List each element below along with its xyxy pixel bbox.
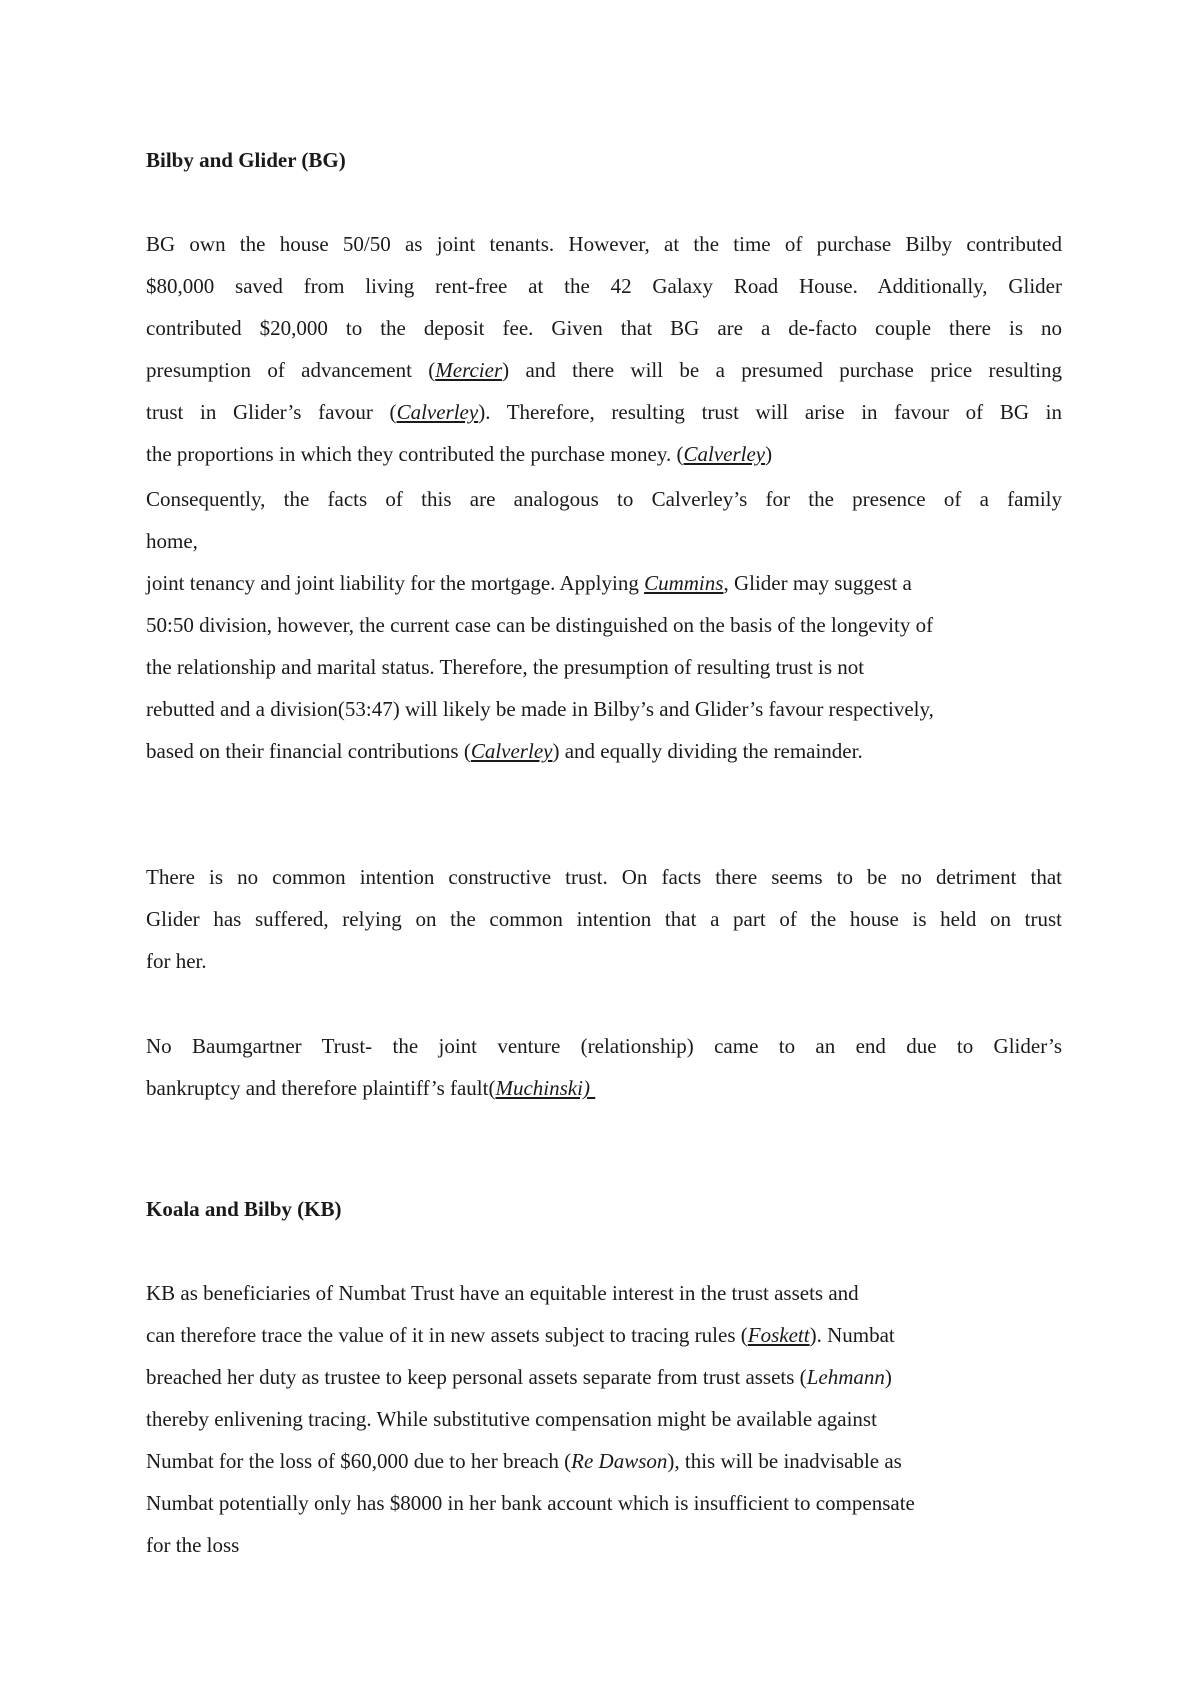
text-line: There is no common intention constructive trust. On facts there seems to be no detriment that: [146, 865, 1062, 889]
text-run: the proportions in which they contributed the purchase money. (: [146, 442, 684, 466]
text-line: thereby enlivening tracing. While substitutive compensation might be available against: [146, 1407, 877, 1431]
text-run: joint tenancy and joint liability for the mortgage. Applying: [146, 571, 645, 595]
text-line: [146, 1314, 1062, 1356]
case-citation-lehmann: Lehmann: [806, 1365, 885, 1389]
text-run: ). Therefore, resulting trust will arise in favour of BG in: [478, 400, 1062, 424]
case-citation-foskett: Foskett: [747, 1323, 810, 1347]
text-run: presumption of advancement (: [146, 358, 436, 382]
text-run: , Glider may suggest a: [723, 571, 912, 595]
case-citation-mercier: Mercier: [435, 358, 503, 382]
paragraph-bg-baumgartner: [146, 1025, 1062, 1109]
case-citation-re-dawson: Re Dawson: [571, 1449, 668, 1473]
text-line: BG own the house 50/50 as joint tenants. However, at the time of purchase Bilby contributed: [146, 232, 1062, 256]
case-citation-calverley: Calverley: [396, 400, 479, 424]
paragraph-bg-constructive-trust: [146, 856, 1062, 982]
text-line: No Baumgartner Trust- the joint venture (relationship) came to an end due to Glider’s: [146, 1034, 1062, 1058]
case-citation-calverley: Calverley: [683, 442, 766, 466]
paragraph-kb-tracing: [146, 1272, 1062, 1566]
paragraph-bg-analogy: [146, 478, 1062, 772]
text-run: based on their financial contributions (: [146, 739, 471, 763]
heading-bilby-and-glider: Bilby and Glider (BG): [146, 148, 346, 172]
text-line: 50:50 division, however, the current case can be distinguished on the basis of the longevity of: [146, 613, 934, 637]
text-line: the relationship and marital status. Therefore, the presumption of resulting trust is not: [146, 655, 865, 679]
text-line: [146, 433, 1062, 475]
text-run: Numbat for the loss of $60,000 due to her breach (: [146, 1449, 572, 1473]
text-run: ). Numbat: [809, 1323, 895, 1347]
text-run: can therefore trace the value of it in new assets subject to tracing rules (: [146, 1323, 748, 1347]
text-line: Glider has suffered, relying on the common intention that a part of the house is held on trust: [146, 907, 1062, 931]
case-citation-cummins: Cummins: [644, 571, 724, 595]
text-line: [146, 730, 1062, 772]
text-run: bankruptcy and therefore plaintiff’s fault(: [146, 1076, 496, 1100]
heading-koala-and-bilby: Koala and Bilby (KB): [146, 1197, 342, 1221]
text-line: for the loss: [146, 1533, 240, 1557]
text-line: [146, 349, 1062, 391]
text-line: $80,000 saved from living rent-free at the 42 Galaxy Road House. Additionally, Glider: [146, 274, 1062, 298]
text-line: contributed $20,000 to the deposit fee. Given that BG are a de-facto couple there is no: [146, 316, 1062, 340]
paragraph-bg-ownership: [146, 223, 1062, 475]
text-run: ), this will be inadvisable as: [667, 1449, 902, 1473]
text-line: rebutted and a division(53:47) will likely be made in Bilby’s and Glider’s favour respectively,: [146, 697, 934, 721]
text-line: [146, 391, 1062, 433]
text-line: for her.: [146, 949, 207, 973]
text-run: ) and there will be a presumed purchase price resulting: [502, 358, 1062, 382]
text-line: [146, 1067, 1062, 1109]
case-citation-muchinski: Muchinski): [495, 1076, 596, 1100]
text-line: [146, 1440, 1062, 1482]
text-line: home,: [146, 529, 198, 553]
text-run: ) and equally dividing the remainder.: [552, 739, 863, 763]
text-line: [146, 562, 1062, 604]
text-line: Numbat potentially only has $8000 in her bank account which is insufficient to compensate: [146, 1491, 915, 1515]
text-run: breached her duty as trustee to keep personal assets separate from trust assets (: [146, 1365, 807, 1389]
text-line: Consequently, the facts of this are analogous to Calverley’s for the presence of a family: [146, 487, 1062, 511]
text-run: trust in Glider’s favour (: [146, 400, 397, 424]
text-run: ): [765, 442, 773, 466]
text-line: [146, 1356, 1062, 1398]
case-citation-calverley: Calverley: [470, 739, 553, 763]
text-run: ): [884, 1365, 892, 1389]
text-line: KB as beneficiaries of Numbat Trust have an equitable interest in the trust assets and: [146, 1281, 859, 1305]
